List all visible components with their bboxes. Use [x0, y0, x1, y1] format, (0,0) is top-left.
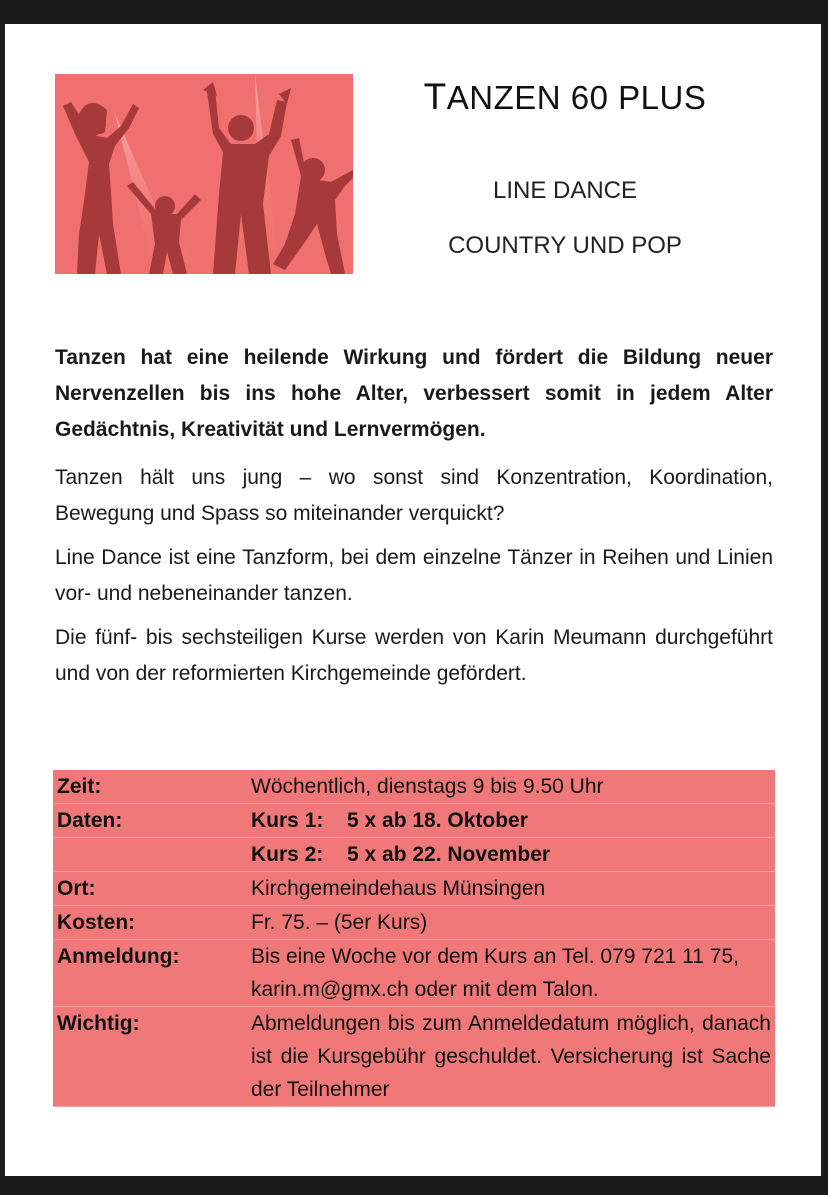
info-label: Anmeldung: — [53, 940, 247, 1007]
intro-paragraph: Tanzen hat eine heilende Wirkung und fördert die Bildung neuer Nervenzellen bis ins hohe Alter, verbessert somit in jedem Alter Gedächtnis, Kreativität und Lernvermögen. — [55, 346, 773, 441]
flyer-body — [55, 340, 773, 700]
info-value — [247, 838, 775, 872]
info-label-empty — [53, 838, 247, 872]
info-label: Ort: — [53, 872, 247, 906]
info-row-kosten — [53, 906, 775, 940]
flyer-title — [375, 76, 755, 118]
info-label: Daten: — [53, 804, 247, 838]
kurs1-label: Kurs 1: — [251, 809, 324, 832]
info-value: Abmeldungen bis zum Anmeldedatum möglich, danach ist die Kursgebühr geschuldet. Versicherung ist Sache der Teilnehmer — [247, 1007, 775, 1107]
info-value — [247, 804, 775, 838]
anmeldung-line-1: Bis eine Woche vor dem Kurs an Tel. 079 721 11 75, — [251, 945, 739, 968]
subtitle-line-dance: LINE DANCE — [492, 177, 638, 204]
info-value — [247, 940, 775, 1007]
kurs2-value: 5 x ab 22. November — [347, 843, 551, 866]
info-label: Zeit: — [53, 770, 247, 804]
subtitle-country-pop: COUNTRY UND POP — [448, 232, 682, 259]
body-paragraph: Die fünf- bis sechsteiligen Kurse werden von Karin Meumann durchgeführt und von der reformierten Kirchgemeinde gefördert. — [55, 626, 773, 685]
flyer-page — [5, 24, 821, 1176]
title-rest: ANZEN 60 PLUS — [446, 79, 707, 116]
info-row-ort — [53, 872, 775, 906]
dancers-image — [55, 74, 353, 274]
anmeldung-line-2: karin.m@gmx.ch oder mit dem Talon. — [251, 978, 599, 1001]
title-initial: T — [423, 76, 447, 117]
kurs1-value: 5 x ab 18. Oktober — [347, 809, 528, 832]
info-row-zeit — [53, 770, 775, 804]
kurs2-label: Kurs 2: — [251, 843, 324, 866]
info-row-wichtig — [53, 1007, 775, 1107]
info-label: Wichtig: — [53, 1007, 247, 1107]
info-value: Kirchgemeindehaus Münsingen — [247, 872, 775, 906]
info-value: Wöchentlich, dienstags 9 bis 9.50 Uhr — [247, 770, 775, 804]
body-paragraph: Line Dance ist eine Tanzform, bei dem einzelne Tänzer in Reihen und Linien vor- und nebeneinander tanzen. — [55, 546, 773, 605]
info-row-daten-2 — [53, 838, 775, 872]
info-value: Fr. 75. – (5er Kurs) — [247, 906, 775, 940]
info-label: Kosten: — [53, 906, 247, 940]
body-paragraph: Tanzen hält uns jung – wo sonst sind Konzentration, Koordination, Bewegung und Spass so miteinander verquickt? — [55, 466, 773, 525]
info-row-anmeldung — [53, 940, 775, 1007]
info-row-daten — [53, 804, 775, 838]
course-info-table — [53, 770, 775, 1107]
